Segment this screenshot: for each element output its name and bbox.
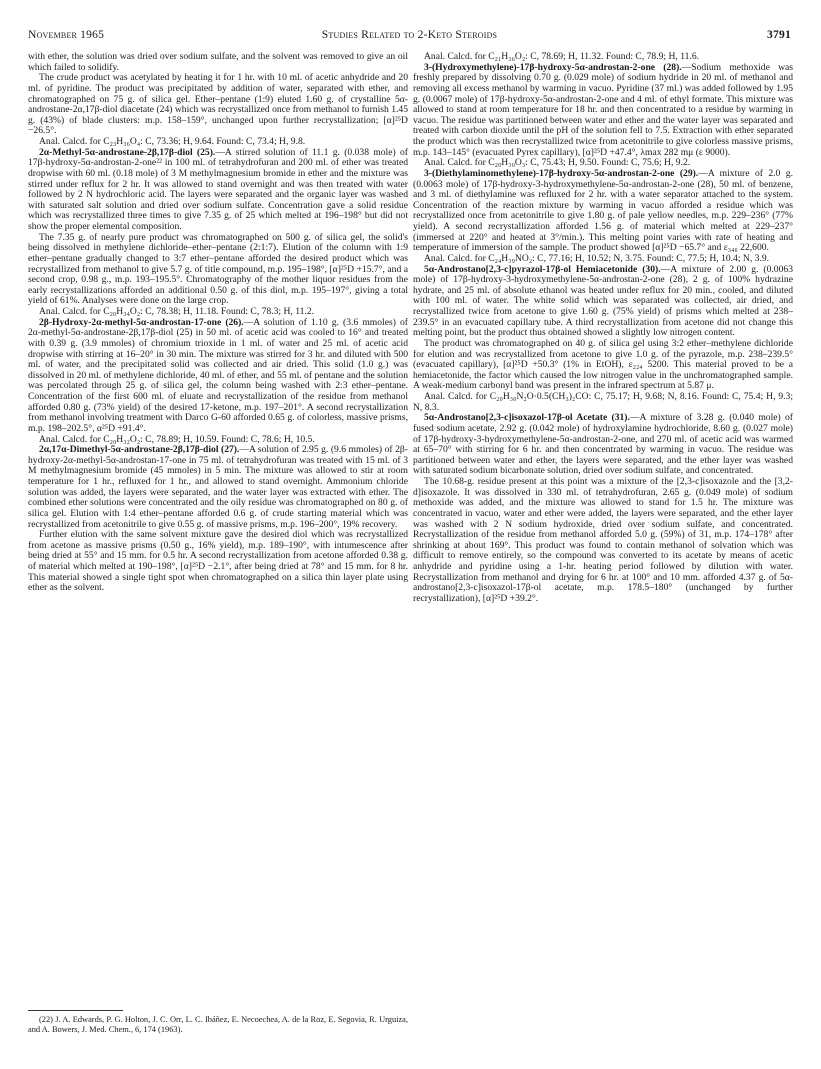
paragraph-text: —A mixture of 2.00 g. (0.0063 mole) of 17β-hydroxy-3-hydroxymethylene-5α-androstan-2-one (28), 2 g. of 100% hydrazine hydrate, and 25 ml. of absolute ethanol was heated under reflux for 20 min., cooled, and diluted with 100 ml. of water. The white solid which was separated was collected, air dried, and recrystallized twice from acetone to give 1.60 g. (75% yield) of prisms which melted at 238–239.5° in an evacuated capillary tube. A third recrystallization from acetone did not change this melting point, but the product thus obtained showed a slightly low nitrogen content. <box>413 263 793 339</box>
right-column <box>413 52 793 605</box>
paragraph-text: —A stirred solution of 11.1 g. (0.038 mole) of 17β-hydroxy-5α-androstan-2-one²² in 100 ml. of tetrahydrofuran and 200 ml. of ether was treated dropwise with 60 ml. (0.18 mole) of 3 M methylmagnesium bromide in ether and the mixture was stirred under reflux for 2 hr. It was allowed to stand overnight and was then treated with water followed by 2 N hydrochloric acid. The layers were separated and the organic layer was washed with saturated salt solution and dried over sodium sulfate. Concentration gave a solid residue which was recrystallized three times to give 7.35 g. of 25 which melted at 196–198° but did not show the proper elemental composition. <box>28 146 408 232</box>
header-date: November 1965 <box>28 28 105 41</box>
paragraph-text: —A solution of 2.95 g. (9.6 mmoles) of 2β-hydroxy-2α-methyl-5α-androstan-17-one in 75 ml. of tetrahydrofuran was treated with 15 ml. of 3 M methylmagnesium bromide (45 mmoles) in 5 min. The mixture was allowed to stir at room temperature for 1 hr., refluxed for 1 hr., and allowed to stand overnight. Ammonium chloride solution was added, the layers were separated, and the water layer was extracted with ether. The combined ether solutions were concentrated and the oily residue was chromatographed on 80 g. of silica gel. Elution with 1:4 ether–pentane afforded 0.6 g. of crude starting material which was recrystallized from acetonitrile to give 0.55 g. of massive prisms, m.p. 196–200°, 19% recovery. <box>28 444 408 530</box>
paragraph <box>413 339 793 392</box>
left-column <box>28 52 408 594</box>
paragraph <box>28 445 408 530</box>
footnote <box>28 1015 408 1036</box>
paragraph-text: —Sodium methoxide was freshly prepared by dissolving 0.70 g. (0.029 mole) of sodium hydride in 20 ml. of methanol and removing all excess methanol by warming in vacuo. Pyridine (37 ml.) was added followed by 1.95 g. (0.0067 mole) of 17β-hydroxy-5α-androstan-2-one and 4 ml. of ethyl formate. This mixture was allowed to stand at room temperature for 18 hr. and then concentrated to a residue by warming in vacuo. The residue was partitioned between water and ether and the water layer was separated and treated with carbon dioxide until the pH of the solution fell to 7.5. Extraction with ether separated the product which was then recrystallized twice from acetonitrile to give colorless massive prisms, m.p. 143–145° (evacuated Pyrex capillary), [α]²⁵D +47.4°, λmax 282 mμ (ε 9000). <box>413 61 793 158</box>
footnote-text: (22) J. A. Edwards, P. G. Holton, J. C. Orr, L. C. Ibáñez, E. Necoechea, A. de la Roz, E. Segovia, R. Urguiza, and A. Bowers, J. Med. Chem., 6, 174 (1963). <box>28 1015 408 1035</box>
paragraph <box>28 148 408 233</box>
paragraph-text: Anal. Calcd. for C₂₄H₃₉NO₂: C, 77.16; H, 10.52; N, 3.75. Found: C, 77.5; H, 10.4; N, 3.9. <box>424 252 770 264</box>
paragraph-text: Anal. Calcd. for C₂₁H₃₆O₂: C, 78.69; H, 11.32. Found: C, 78.9; H, 11.6. <box>424 51 700 62</box>
paragraph-text: The 10.68-g. residue present at this point was a mixture of the [2,3-c]isoxazole and the [3,2-d]isoxazole. It was dissolved in 330 ml. of tetrahydrofuran, 2.65 g. (0.049 mole) of sodium methoxide was added, and the mixture was allowed to stand for 1.5 hr. The mixture was concentrated in vacuo, water and ether were added, the layers were separated, and the ether layer was washed with 2 N sodium hydroxide, dried over sodium sulfate, and concentrated. Recrystallization of the residue from methanol afforded 5.0 g. (59%) of 31, m.p. 174–178° after shrinking at about 169°. This product was found to contain methanol of solvation which was difficult to remove entirely, so the compound was converted to its acetate by means of acetic anhydride and pyridine using a 1-hr. heating period followed by dilution with water. Recrystallization from methanol and drying for 6 hr. at 100° and 10 mm. afforded 4.37 g. of 5α-androstano[2,3-c]isoxazol-17β-ol acetate, m.p. 178.5–180° (unchanged by further recrystallization), [α]²⁵D +39.2°. <box>413 476 793 604</box>
paragraph <box>413 413 793 477</box>
paragraph-text: —A mixture of 3.28 g. (0.040 mole) of fused sodium acetate, 2.92 g. (0.042 mole) of hydroxylamine hydrochloride, 8.60 g. (0.027 mole) of 17β-hydroxy-3-hydroxymethylene-5α-androstan-2-one, and 270 ml. of acetic acid was warmed at 65–70° with stirring for 6 hr. and then concentrated by warming in vacuo. The residue was partitioned between water and ether, the layers were separated, and the ether layer was washed with saturated sodium bicarbonate solution, dried over sodium sulfate, and concentrated. <box>413 412 793 477</box>
paragraph-text: Anal. Calcd. for C₂₀H₃₀O₃: C, 75.43; H, 9.50. Found: C, 75.6; H, 9.2. <box>424 157 691 169</box>
compound-heading: 3-(Hydroxymethylene)-17β-hydroxy-5α-androstan-2-one (28). <box>424 61 682 73</box>
paragraph-text: with ether, the solution was dried over sodium sulfate, and the solvent was removed to give an oil which failed to solidify. <box>28 51 408 73</box>
paragraph <box>413 265 793 339</box>
paragraph <box>28 318 408 435</box>
paragraph-text: Anal. Calcd. for C₂₀H₃₄O₂: C, 78.38; H, 11.18. Found: C, 78.3; H, 11.2. <box>39 306 315 317</box>
paragraph-text: Further elution with the same solvent mixture gave the desired diol which was recrystallized from acetone as massive prisms (0.50 g., 16% yield), m.p. 189–190°, with intumescence after being dried at 55° and 15 mm. for 0.5 hr. A second recrystallization from acetone afforded 0.38 g. of material which melted at 190–198°, [α]²⁵D −2.1°, after being dried at 78° and 15 mm. for 8 hr. This material showed a single tight spot when chromatographed on a silica thin layer plate using ether as the solvent. <box>28 529 408 594</box>
paragraph <box>28 52 408 73</box>
paragraph-text: The product was chromatographed on 40 g. of silica gel using 3:2 ether–methylene dichloride for elution and was recrystallized from acetone to give 1.0 g. of the pyrazole, m.p. 238–239.5° (evacuated capillary), [α]²⁵D +50.3° (1% in EtOH), ε₂₂₄ 5200. This material proved to be a hemiacetonide, the factor which caused the low nitrogen value in the unchromatographed sample. A weak-medium carbonyl band was present in the infrared spectrum at 5.87 μ. <box>413 337 793 392</box>
paragraph <box>28 73 408 137</box>
header-title: Studies Related to 2-Keto Steroids <box>321 28 498 41</box>
paragraph-text: Anal. Calcd. for C₂₀H₃₂O₂: C, 78.89; H, 10.59. Found: C, 78.6; H, 10.5. <box>39 433 315 445</box>
paragraph-text: The crude product was acetylated by heating it for 1 hr. with 10 ml. of acetic anhydride and 20 ml. of pyridine. The product was precipitated by addition of water, separated with ether, and chromatographed on 75 g. of silica gel. Ether–pentane (1:9) eluted 1.60 g. of crystalline 5α-androstane-2α,17β-diol diacetate (24) which was recrystallized once from methanol to furnish 1.45 g. (43%) of blade clusters: m.p. 158–159°, unchanged upon further recrystallization; [α]²⁵D −26.5°. <box>28 72 408 137</box>
compound-heading: 2α,17α-Dimethyl-5α-androstane-2β,17β-diol (27). <box>39 444 240 456</box>
paragraph <box>413 392 793 413</box>
compound-heading: 3-(Diethylaminomethylene)-17β-hydroxy-5α-androstan-2-one (29). <box>424 167 699 179</box>
paragraph-text: The 7.35 g. of nearly pure product was chromatographed on 500 g. of silica gel, the solid's being dissolved in methylene dichloride–ether–pentane (2:1:7). Elution of the column with 1:9 ether–pentane gradually changed to 3:7 ether–pentane afforded the desired product which was recrystallized from methanol to give 5.7 g. of title compound, m.p. 195–198°, [α]²⁵D +15.7°, and a second crop, 0.98 g., m.p. 193–195.5°. Chromatography of the mother liquor residues from the early recrystallizations afforded an additional 0.50 g. of this diol, m.p. 195–197°, giving a total yield of 61%. Analyses were done on the large crop. <box>28 231 408 307</box>
running-header <box>28 28 791 44</box>
paragraph <box>28 530 408 594</box>
paragraph <box>413 477 793 605</box>
compound-heading: 2α-Methyl-5α-androstane-2β,17β-diol (25). <box>39 146 216 158</box>
footnote-rule <box>28 1010 123 1011</box>
compound-heading: 5α-Androstano[2,3-c]pyrazol-17β-ol Hemiacetonide (30). <box>424 263 661 275</box>
compound-heading: 2β-Hydroxy-2α-methyl-5α-androstan-17-one (26). <box>39 316 244 328</box>
paragraph-text: —A solution of 1.10 g. (3.6 mmoles) of 2α-methyl-5α-androstane-2β,17β-diol (25) in 50 ml. of acetic acid was cooled to 16° and treated with 0.39 g. (3.9 mmoles) of chromium trioxide in 1 ml. of water and 25 ml. of acetic acid dropwise with stirring at 16–20° in 30 min. The mixture was stirred for 3 hr. and diluted with 500 ml. of water, and the precipitated solid was collected and air dried. This solid (1.0 g.) was dissolved in 20 ml. of methylene dichloride, 40 ml. of ether, and 55 ml. of pentane and the solution was percolated through 25 g. of silica gel, the column being washed with 2:3 ether–pentane. Concentration of the first 600 ml. of eluate and recrystallization of the residue from methanol afforded 0.80 g. (73% yield) of the desired 17-ketone, m.p. 197–201°. A second recrystallization from methanol involving treatment with Darco G-60 afforded 0.65 g. of colorless, massive prisms, m.p. 198–202.5°, α²⁵D +91.4°. <box>28 316 408 434</box>
paragraph <box>413 169 793 254</box>
compound-heading: 5α-Androstano[2,3-c]isoxazol-17β-ol Acetate (31). <box>424 412 630 424</box>
paragraph <box>413 63 793 159</box>
paragraph <box>28 233 408 307</box>
paragraph-text: —A mixture of 2.0 g. (0.0063 mole) of 17β-hydroxy-3-hydroxymethylene-5α-androstan-2-one (28), 50 ml. of benzene, and 3 ml. of diethylamine was refluxed for 2 hr. with a water separator attached to the system. Concentration of the reaction mixture by warming in vacuo afforded a residue which was recrystallized once from acetonitrile to give 1.80 g. of pale yellow needles, m.p. 229–236° (77% yield). A second recrystallization afforded 1.56 g. of material which melted at 229–237° (immersed at 220° and heated at 3°/min.). This melting point varies with rate of heating and temperature of immersion of the sample. The product showed [α]²⁵D −65.7° and ε₃₄₀ 22,600. <box>413 167 793 254</box>
page-number: 3791 <box>767 28 791 41</box>
paragraph-text: Anal. Calcd. for C₂₃H₃₆O₄: C, 73.36; H, 9.64. Found: C, 73.4; H, 9.8. <box>39 136 306 147</box>
paragraph-text: Anal. Calcd. for C₂₀H₃₀N₂O·0.5(CH₃)₂CO: C, 75.17; H, 9.68; N, 8.16. Found: C, 75.4; H, 9.3; N, 8.3. <box>413 391 793 413</box>
